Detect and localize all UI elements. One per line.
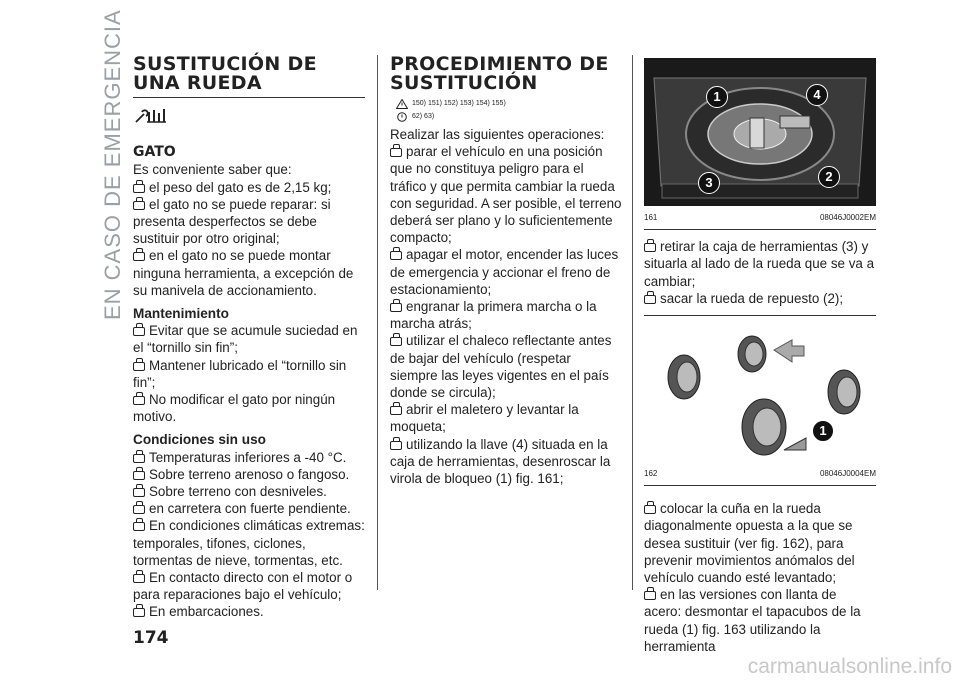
title-line-2: SUSTITUCIÓN (390, 72, 538, 94)
chock-icon (784, 438, 806, 450)
list-item: Evitar que se acumule suciedad en el “tornillo sin fin”; (133, 323, 358, 356)
column-1 (133, 55, 365, 621)
bullet-icon (644, 243, 656, 252)
bullet-icon (644, 505, 656, 514)
title-line-2: UNA RUEDA (133, 72, 262, 94)
watermark: carmanualsonline.info (747, 655, 952, 678)
bullet-icon (133, 184, 145, 193)
figure-code: 08046J0004EM (819, 469, 876, 479)
list-item: retirar la caja de herramientas (3) y situarla al lado de la rueda que se va a cambiar; (644, 239, 875, 289)
caution-refs (396, 110, 622, 123)
trunk-illustration (644, 58, 876, 206)
list-item: colocar la cuña en la rueda diagonalmente opuesta a la que se desea sustituir (ver fig. 162), para prevenir movimientos anómalos del vehículo cuando esté levantado; (644, 501, 855, 586)
list-item: En condiciones climáticas extremas: temporales, tifones, ciclones, tormentas de nieve, tormentas, etc. (133, 518, 365, 568)
list-item: sacar la rueda de repuesto (2); (644, 290, 876, 307)
list-item: utilizar el chaleco reflectante antes de bajar del vehículo (respetar siempre las leyes vigentes en el país donde se circula); (390, 333, 612, 401)
list-item: En contacto directo con el motor o para reparaciones bajo el vehículo; (133, 570, 353, 603)
list-item: No modificar el gato por ningún motivo. (133, 392, 336, 425)
figure-caption (644, 465, 876, 486)
wheel-rear-left (668, 355, 700, 399)
wheels-drawing (644, 322, 876, 462)
bullet-icon (390, 251, 402, 260)
list-item: el gato no se puede reparar: si presenta desperfectos se debe sustituir por otro original; (133, 196, 331, 247)
condiciones-heading: Condiciones sin uso (133, 432, 266, 448)
bullet-icon (390, 406, 402, 415)
page-number: 174 (133, 628, 169, 648)
column-2 (390, 55, 622, 487)
bullet-icon (133, 362, 145, 371)
bullet-icon (133, 201, 145, 210)
arrow-icon (774, 340, 804, 362)
list-item: apagar el motor, encender las luces de emergencia y accionar el freno de estacionamiento; (390, 247, 619, 297)
list-item: Mantener lubricado el “tornillo sin fin”; (133, 357, 347, 390)
bullet-icon (133, 252, 145, 261)
column-divider (377, 55, 378, 590)
procedure-intro: Realizar las siguientes operaciones: (390, 127, 605, 142)
gato-intro: Es conveniente saber que: (133, 162, 292, 178)
list-item: En embarcaciones. (133, 603, 365, 620)
list-item: en las versiones con llanta de acero: desmontar el tapacubos de la rueda (1) fig. 163 utilizando la herramienta (644, 587, 861, 654)
procedure-title (390, 55, 622, 93)
mantenimiento-heading: Mantenimiento (133, 306, 229, 322)
caution-icon (396, 112, 408, 122)
wheel-front-left (738, 336, 766, 372)
bullet-icon (133, 471, 145, 480)
list-item: en el gato no se puede montar ninguna herramienta, a excepción de su manivela de accionamiento. (133, 248, 354, 298)
wheel-chock-illustration (644, 322, 876, 462)
title-rule (133, 97, 365, 98)
list-item: engranar la primera marcha o la marcha atrás; (390, 299, 597, 332)
list-item: Temperaturas inferiores a -40 °C. (133, 449, 365, 466)
list-item: abrir el maletero y levantar la moqueta; (390, 402, 579, 435)
section-title: EN CASO DE EMERGENCIA (100, 9, 125, 320)
wheel-rear-right (742, 399, 786, 455)
figure-caption (644, 209, 876, 230)
callout-1: 1 (706, 86, 728, 108)
warning-refs-text: 150) 151) 152) 153) 154) 155) (412, 100, 506, 107)
figure-code: 08046J0002EM (819, 213, 876, 222)
bullet-icon (390, 337, 402, 346)
bullet-icon (133, 522, 145, 531)
list-item: en carretera con fuerte pendiente. (133, 500, 365, 517)
figure-number: 161 (644, 213, 658, 222)
bullet-icon (390, 441, 402, 450)
wheel-front-right (828, 370, 860, 414)
bullet-icon (644, 295, 656, 304)
title-line-1: PROCEDIMIENTO DE (390, 53, 609, 75)
bullet-icon (133, 327, 145, 336)
list-item: el peso del gato es de 2,15 kg; (133, 179, 365, 196)
column-divider (632, 55, 633, 590)
figure-rule (644, 315, 876, 316)
list-item: Sobre terreno arenoso o fangoso. (133, 466, 365, 483)
bullet-icon (133, 488, 145, 497)
callout-3: 3 (698, 172, 720, 194)
list-item: parar el vehículo en una posición que no constituya peligro para el tráfico y que permita cambiar la rueda con seguridad. A ser posible, el terreno deberá ser plano y lo suficientemente compacto; (390, 144, 622, 246)
callout-4: 4 (806, 84, 828, 106)
bullet-icon (644, 591, 656, 600)
list-item: utilizando la llave (4) situada en la caja de herramientas, desenroscar la virola de bloqueo (1) fig. 161; (390, 436, 611, 487)
bullet-icon (133, 396, 145, 405)
title-line-1: SUSTITUCIÓN DE (133, 53, 317, 75)
figure-number: 162 (644, 469, 658, 479)
column-3 (644, 58, 876, 655)
figure-162 (644, 322, 876, 486)
caution-refs-text: 62) 63) (412, 113, 435, 120)
spare-wheel-photo (644, 58, 876, 206)
list-item: Sobre terreno con desniveles. (133, 483, 365, 500)
bullet-icon (133, 505, 145, 514)
bullet-icon (133, 454, 145, 463)
gato-heading: GATO (133, 144, 176, 161)
bullet-icon (133, 608, 145, 617)
warning-refs (396, 97, 622, 110)
callout-1: 1 (812, 420, 834, 442)
page-title (133, 55, 365, 93)
warning-triangle-icon (396, 99, 408, 109)
bullet-icon (390, 303, 402, 312)
callout-2: 2 (818, 166, 840, 188)
section-sidebar (78, 9, 125, 340)
bullet-icon (133, 574, 145, 583)
figure-161 (644, 58, 876, 230)
bullet-icon (390, 148, 402, 157)
tools-icon (133, 106, 173, 126)
